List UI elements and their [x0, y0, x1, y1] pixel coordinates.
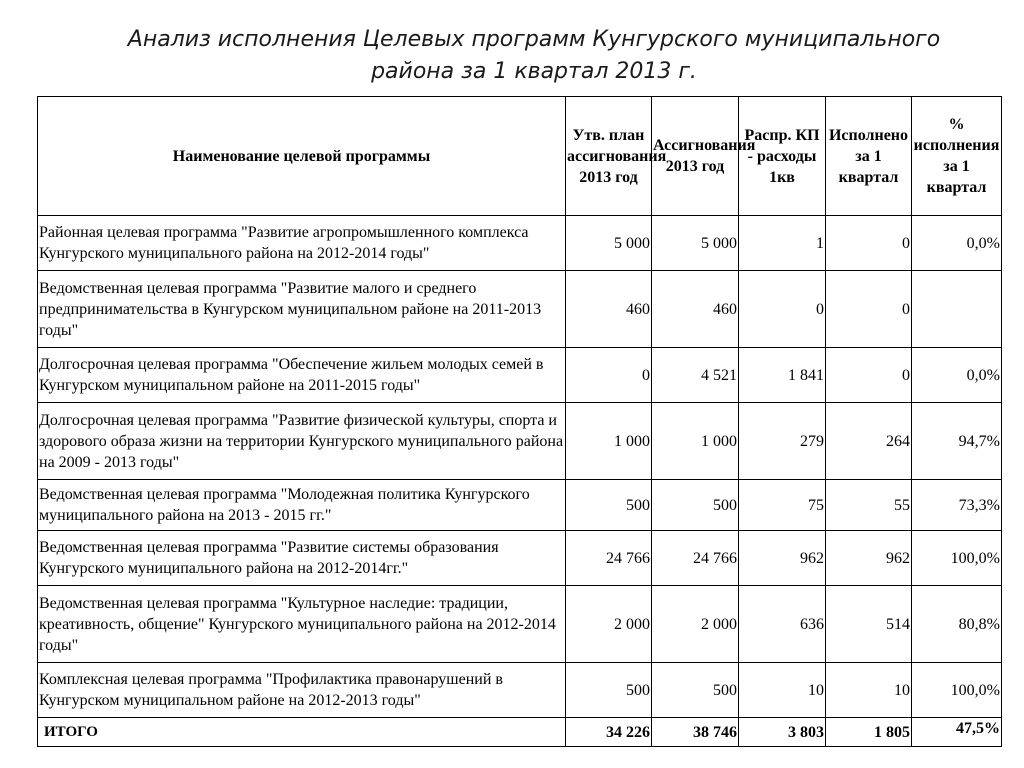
- plan-value: 460: [566, 271, 652, 348]
- plan-value: 24 766: [566, 531, 652, 586]
- total-pct: 47,5%: [912, 718, 1002, 747]
- header-pct: % исполнения за 1 квартал: [912, 97, 1002, 216]
- table-row: [38, 663, 1002, 718]
- pct-value: 100,0%: [912, 531, 1002, 586]
- table-row: [38, 403, 1002, 480]
- table-row: [38, 216, 1002, 271]
- pct-value: 0,0%: [912, 216, 1002, 271]
- programs-table: [37, 96, 1002, 747]
- plan-value: 500: [566, 663, 652, 718]
- pct-value: 80,8%: [912, 586, 1002, 663]
- program-name: Ведомственная целевая программа "Развитие системы образования Кунгурского муниципального района на 2012-2014гг.": [38, 531, 566, 586]
- header-assign: Ассигнования 2013 год: [652, 97, 739, 216]
- total-label: ИТОГО: [38, 718, 566, 747]
- pct-value: [912, 271, 1002, 348]
- distr-value: 0: [739, 271, 826, 348]
- header-distr: Распр. КП - расходы 1кв: [739, 97, 826, 216]
- total-plan: 34 226: [566, 718, 652, 747]
- pct-value: 94,7%: [912, 403, 1002, 480]
- header-plan: Утв. план ассигнования 2013 год: [566, 97, 652, 216]
- plan-value: 0: [566, 348, 652, 403]
- plan-value: 5 000: [566, 216, 652, 271]
- total-row: [38, 718, 1002, 747]
- plan-value: 2 000: [566, 586, 652, 663]
- pct-value: 100,0%: [912, 663, 1002, 718]
- exec-value: 962: [826, 531, 912, 586]
- program-name: Районная целевая программа "Развитие агропромышленного комплекса Кунгурского муниципального района на 2012-2014 годы": [38, 216, 566, 271]
- title-line-2: района за 1 квартал 2013 г.: [371, 59, 697, 84]
- exec-value: 0: [826, 216, 912, 271]
- assign-value: 4 521: [652, 348, 739, 403]
- distr-value: 1: [739, 216, 826, 271]
- exec-value: 264: [826, 403, 912, 480]
- table-row: [38, 480, 1002, 531]
- assign-value: 500: [652, 663, 739, 718]
- pct-value: 73,3%: [912, 480, 1002, 531]
- program-name: Ведомственная целевая программа "Молодежная политика Кунгурского муниципального района на 2013 - 2015 гг.": [38, 480, 566, 531]
- distr-value: 10: [739, 663, 826, 718]
- total-assign: 38 746: [652, 718, 739, 747]
- exec-value: 514: [826, 586, 912, 663]
- total-exec: 1 805: [826, 718, 912, 747]
- program-name: Комплексная целевая программа "Профилактика правонарушений в Кунгурском муниципальном районе на 2012-2013 годы": [38, 663, 566, 718]
- exec-value: 10: [826, 663, 912, 718]
- distr-value: 279: [739, 403, 826, 480]
- plan-value: 500: [566, 480, 652, 531]
- program-name: Долгосрочная целевая программа "Обеспечение жильем молодых семей в Кунгурском муниципальном районе на 2011-2015 годы": [38, 348, 566, 403]
- assign-value: 500: [652, 480, 739, 531]
- plan-value: 1 000: [566, 403, 652, 480]
- program-name: Ведомственная целевая программа "Культурное наследие: традиции, креативность, общение" Кунгурского муниципального района на 2012-2014 годы": [38, 586, 566, 663]
- assign-value: 460: [652, 271, 739, 348]
- header-row: [38, 97, 1002, 216]
- exec-value: 55: [826, 480, 912, 531]
- header-exec: Исполнено за 1 квартал: [826, 97, 912, 216]
- table-row: [38, 531, 1002, 586]
- pct-value: 0,0%: [912, 348, 1002, 403]
- total-distr: 3 803: [739, 718, 826, 747]
- program-name: Ведомственная целевая программа "Развитие малого и среднего предпринимательства в Кунгурском муниципальном районе на 2011-2013 годы": [38, 271, 566, 348]
- table-row: [38, 586, 1002, 663]
- assign-value: 5 000: [652, 216, 739, 271]
- exec-value: 0: [826, 348, 912, 403]
- table-row: [38, 348, 1002, 403]
- distr-value: 636: [739, 586, 826, 663]
- exec-value: 0: [826, 271, 912, 348]
- assign-value: 2 000: [652, 586, 739, 663]
- distr-value: 1 841: [739, 348, 826, 403]
- table-row: [38, 271, 1002, 348]
- program-name: Долгосрочная целевая программа "Развитие физической культуры, спорта и здорового образа жизни на территории Кунгурского муниципального района на 2009 - 2013 годы": [38, 403, 566, 480]
- page-title: [0, 24, 1024, 88]
- assign-value: 24 766: [652, 531, 739, 586]
- title-line-1: Анализ исполнения Целевых программ Кунгурского муниципального: [127, 27, 941, 52]
- distr-value: 962: [739, 531, 826, 586]
- distr-value: 75: [739, 480, 826, 531]
- header-name: Наименование целевой программы: [38, 97, 566, 216]
- assign-value: 1 000: [652, 403, 739, 480]
